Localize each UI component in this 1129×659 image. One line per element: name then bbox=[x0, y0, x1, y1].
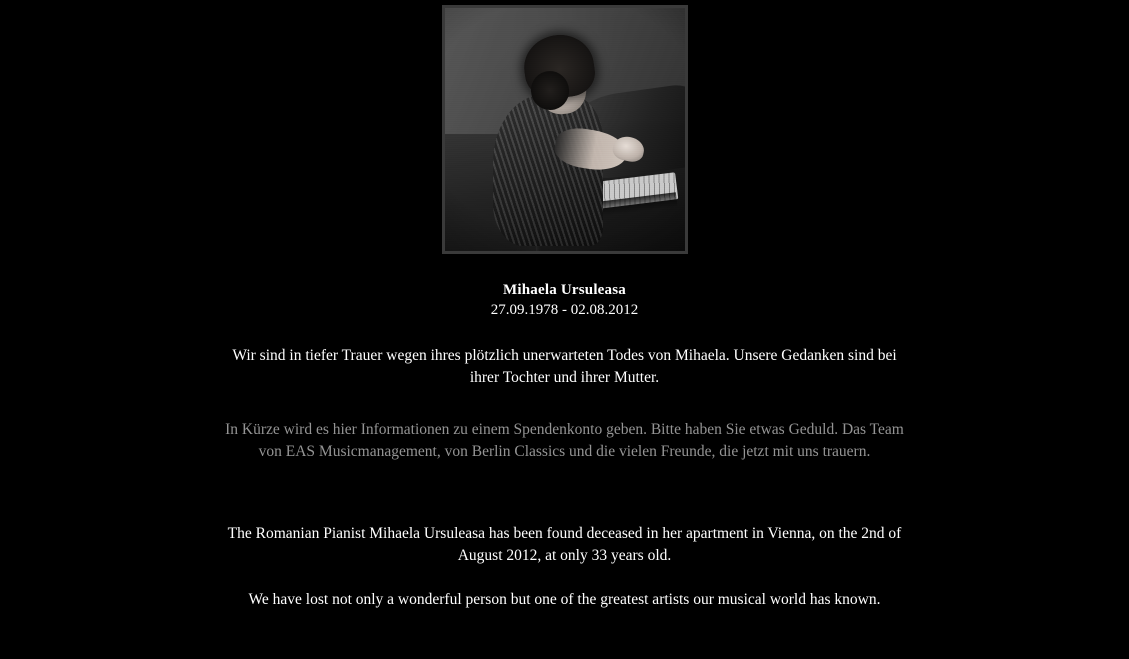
portrait-frame bbox=[442, 5, 688, 254]
paragraph-german-donation-notice: In Kürze wird es hier Informationen zu einem Spendenkonto geben. Bitte haben Sie etwas Geduld. Das Team von EAS Musicmanagement, von Berlin Classics und die vielen Freunde, die jetzt mit uns trauern. bbox=[225, 421, 904, 460]
portrait-photo bbox=[445, 8, 685, 251]
paragraph-german-mourning: Wir sind in tiefer Trauer wegen ihres plötzlich unerwarteten Todes von Mihaela. Unsere Gedanken sind bei ihrer Tochter und ihrer Mutter. bbox=[232, 347, 897, 386]
paragraph-english-announcement: The Romanian Pianist Mihaela Ursuleasa has been found deceased in her apartment in Vienna, on the 2nd of August 2012, at only 33 years old. bbox=[227, 525, 902, 564]
paragraph-english-tribute: We have lost not only a wonderful person but one of the greatest artists our musical world has known. bbox=[248, 591, 881, 608]
person-name: Mihaela Ursuleasa bbox=[503, 282, 626, 298]
photo-grain bbox=[445, 8, 685, 251]
person-dates: 27.09.1978 - 02.08.2012 bbox=[490, 302, 639, 318]
memorial-page bbox=[0, 5, 1129, 659]
